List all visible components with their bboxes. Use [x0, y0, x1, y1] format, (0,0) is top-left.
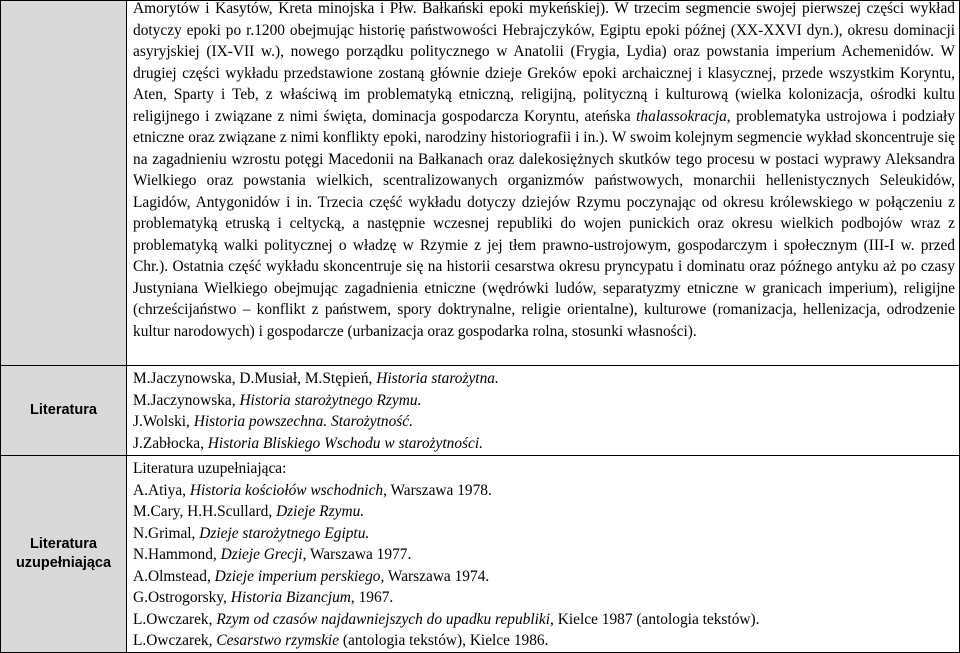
description-cell [127, 1, 960, 366]
entry-title: Historia Bizancjum [230, 589, 351, 606]
entry-title: Dzieje imperium perskiego [214, 567, 381, 585]
bibliography-entry [133, 544, 955, 566]
entry-author: M.Jaczynowska, [133, 391, 240, 409]
entry-details: , Kielce 1987 (antologia tekstów). [550, 610, 760, 628]
bibliography-entry [133, 630, 955, 652]
entry-author: M.Cary, H.H.Scullard, [133, 503, 277, 520]
course-description [127, 0, 959, 342]
description-part-2: , problematyka ustrojowa i podziały etniczne oraz związane z nimi konflikty epoki, narodziny historiografii i in.). W swoim kolejnym segmencie wykład skoncentruje się na zagadnieniu wzrostu potęgi Macedonii na Bałkanach oraz dalekosiężnych skutków tego procesu w postaci wyprawy Aleksandra Wielkiego oraz powstania wielkich, scentralizowanych organizmów państwowych, monarchii hellenistycznych Seleukidów, Lagidów, Antygonidów i in. Trzecia część wykładu dotyczy dziejów Rzymu poczynając od okresu królewskiego w połączeniu z problematyką etruską i celtycką, a następnie wczesnej republiki do wojen punickich oraz okresu wielkich podbojów wraz z problematyką walki politycznej o władzę w Rzymie z jej tłem prawno-ustrojowym, gospodarczym i społecznym (III-I w. przed Chr.). Ostatnia część wykładu skoncentruje się na historii cesarstwa okresu pryncypatu i dominatu oraz późnego antyku aż po czasy Justyniana Wielkiego obejmując zagadnienia etniczne (wędrówki ludów, separatyzmy etniczne w granicach imperium), religijne (chrześcijaństwo – konflikt z państwem, spory doktrynalne, religie orientalne), kulturowe (romanizacja, hellenizacja, odrodzenie kultur narodowych) i gospodarcze (urbanizacja oraz gospodarka rolna, stosunki własności). [133, 107, 956, 340]
entry-author: N.Grimal, [133, 524, 200, 542]
literatura-cell [127, 366, 960, 456]
entry-author: J.Zabłocka, [133, 434, 208, 452]
entry-details: , Warszawa 1978. [383, 481, 492, 499]
uzupelniajaca-row [1, 456, 960, 653]
entry-title: Cesarstwo rzymskie [216, 632, 340, 649]
entry-title: Dzieje Grecji [220, 546, 303, 563]
description-italic-term: thalassokracja [636, 107, 727, 125]
literatura-label: Literatura [1, 366, 127, 456]
entry-title: Rzym od czasów najdawniejszych do upadku republiki [216, 610, 551, 628]
entry-details: (antologia tekstów), Kielce 1986. [339, 632, 549, 649]
entry-author: L.Owczarek, [133, 610, 217, 628]
bibliography-entry [133, 609, 955, 631]
entry-title: Historia starożytna. [376, 370, 499, 387]
bibliography-entry [133, 368, 955, 390]
description-label-cell [1, 1, 127, 366]
entry-author: N.Hammond, [133, 546, 221, 563]
entry-author: L.Owczarek, [133, 632, 217, 649]
entry-details: , Warszawa 1977. [302, 546, 412, 563]
bibliography-entry [133, 523, 955, 545]
description-row [1, 1, 960, 366]
bibliography-entry [133, 480, 955, 502]
literatura-row [1, 366, 960, 456]
entry-title: Historia powszechna. Starożytność. [193, 413, 413, 430]
entry-title: Dzieje starożytnego Egiptu. [199, 524, 370, 542]
entry-details: , Warszawa 1974. [380, 567, 490, 585]
entry-details: , 1967. [350, 589, 394, 606]
bibliography-entry [133, 566, 955, 588]
bibliography-entry [133, 390, 955, 412]
entry-author: J.Wolski, [133, 413, 194, 430]
entry-author: G.Ostrogorsky, [133, 589, 231, 606]
entry-title: Historia kościołów wschodnich [189, 481, 384, 499]
entry-title: Historia Bliskiego Wschodu w starożytności. [207, 434, 483, 452]
description-part-1: Amorytów i Kasytów, Kreta minojska i Płw. Bałkański epoki mykeńskiej). W trzecim segmencie swojej pierwszej części wykład dotyczy epoki po r.1200 obejmując historię państwowości Hebrajczyków, Egiptu epoki późnej (XX-XXVI dyn.), okresu dominacji asyryjskiej (IX-VII w.), nowego porządku politycznego w Anatolii (Frygia, Lydia) oraz powstania imperium Achemenidów. W drugiej części wykładu przedstawione zostaną głównie dzieje Greków epoki archaicznej i klasycznej, przede wszystkim Koryntu, Aten, Sparty i Teb, z właściwą im problematyką etniczną, religijną, polityczną i kulturową (wielka kolonizacja, ośrodki kultu religijnego i związane z nimi święta, dominacja gospodarcza Koryntu, ateńska [133, 0, 955, 125]
uzupelniajaca-label: Literatura uzupełniająca [1, 456, 127, 653]
entry-author: A.Olmstead, [133, 567, 215, 585]
uzupelniajaca-heading: Literatura uzupełniająca: [133, 460, 287, 477]
bibliography-entry [133, 411, 955, 433]
bibliography-entry [133, 433, 955, 455]
bibliography-entry [133, 587, 955, 609]
literatura-list [127, 366, 959, 454]
entry-author: A.Atiya, [133, 481, 190, 499]
uzupelniajaca-list [127, 456, 959, 652]
entry-title: Historia starożytnego Rzymu. [239, 391, 422, 409]
entry-author: M.Jaczynowska, D.Musiał, M.Stępień, [133, 370, 377, 387]
entry-title: Dzieje Rzymu. [276, 503, 365, 520]
uzupelniajaca-cell [127, 456, 960, 653]
bibliography-entry [133, 501, 955, 523]
